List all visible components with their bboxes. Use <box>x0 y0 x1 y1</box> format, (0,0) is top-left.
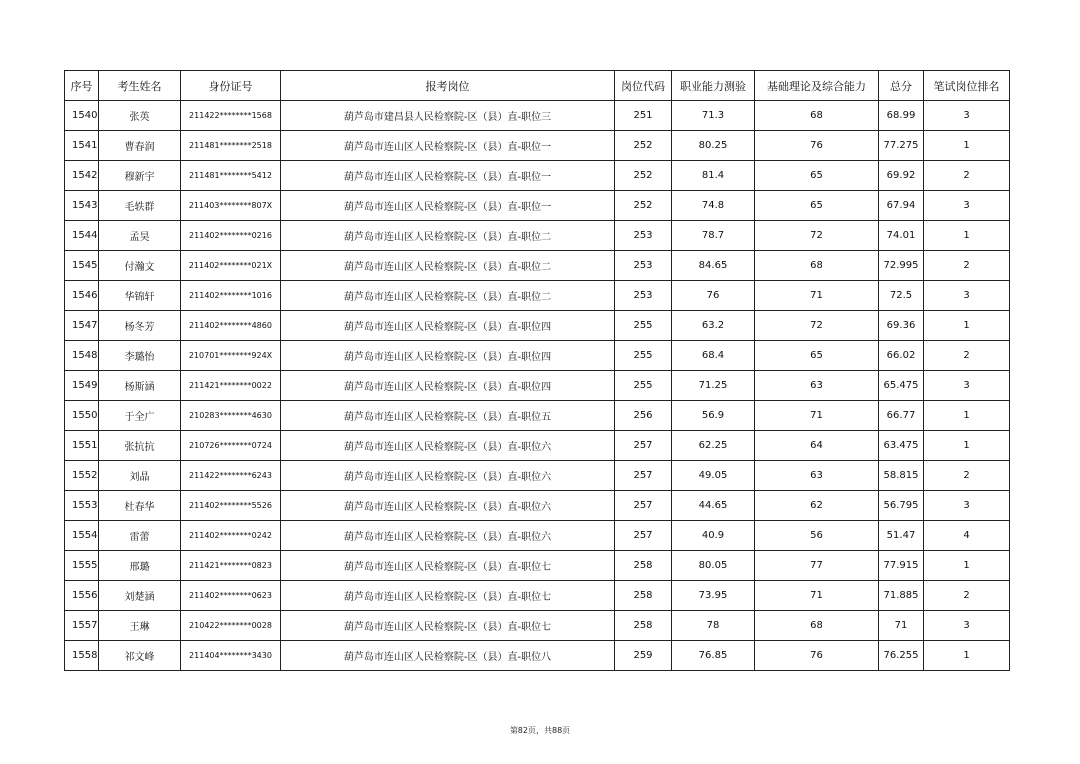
cell-rank: 4 <box>924 521 1010 551</box>
cell-code: 257 <box>615 491 672 521</box>
cell-rank: 2 <box>924 581 1010 611</box>
cell-seq: 1554 <box>65 521 99 551</box>
cell-code: 252 <box>615 131 672 161</box>
cell-theory: 76 <box>755 641 879 671</box>
cell-rank: 2 <box>924 251 1010 281</box>
table-row <box>65 251 1010 281</box>
cell-code: 259 <box>615 641 672 671</box>
header-seq: 序号 <box>65 71 99 101</box>
cell-seq: 1557 <box>65 611 99 641</box>
table-row <box>65 581 1010 611</box>
cell-seq: 1552 <box>65 461 99 491</box>
cell-theory: 68 <box>755 101 879 131</box>
cell-id: 211402********021X <box>181 251 281 281</box>
table-row <box>65 161 1010 191</box>
cell-ability: 76 <box>672 281 755 311</box>
cell-seq: 1556 <box>65 581 99 611</box>
cell-name: 孟昊 <box>99 221 181 251</box>
cell-ability: 63.2 <box>672 311 755 341</box>
cell-code: 251 <box>615 101 672 131</box>
cell-seq: 1546 <box>65 281 99 311</box>
cell-name: 李璐怡 <box>99 341 181 371</box>
cell-code: 252 <box>615 191 672 221</box>
header-rank: 笔试岗位排名 <box>924 71 1010 101</box>
cell-total: 69.92 <box>879 161 924 191</box>
cell-name: 张抗抗 <box>99 431 181 461</box>
cell-ability: 71.25 <box>672 371 755 401</box>
cell-seq: 1547 <box>65 311 99 341</box>
cell-theory: 65 <box>755 341 879 371</box>
cell-seq: 1542 <box>65 161 99 191</box>
cell-id: 211402********0216 <box>181 221 281 251</box>
cell-ability: 44.65 <box>672 491 755 521</box>
cell-ability: 80.25 <box>672 131 755 161</box>
cell-post: 葫芦岛市连山区人民检察院-区（县）直-职位二 <box>281 281 615 311</box>
cell-ability: 62.25 <box>672 431 755 461</box>
cell-seq: 1540 <box>65 101 99 131</box>
cell-theory: 63 <box>755 461 879 491</box>
cell-ability: 40.9 <box>672 521 755 551</box>
cell-code: 253 <box>615 221 672 251</box>
cell-rank: 3 <box>924 371 1010 401</box>
table-row <box>65 191 1010 221</box>
cell-id: 211402********5526 <box>181 491 281 521</box>
cell-id: 211421********0823 <box>181 551 281 581</box>
cell-total: 65.475 <box>879 371 924 401</box>
cell-seq: 1543 <box>65 191 99 221</box>
cell-rank: 1 <box>924 551 1010 581</box>
cell-total: 63.475 <box>879 431 924 461</box>
cell-seq: 1549 <box>65 371 99 401</box>
cell-name: 杜春华 <box>99 491 181 521</box>
header-name: 考生姓名 <box>99 71 181 101</box>
cell-rank: 3 <box>924 101 1010 131</box>
cell-code: 257 <box>615 431 672 461</box>
cell-name: 付瀚文 <box>99 251 181 281</box>
cell-code: 257 <box>615 461 672 491</box>
cell-theory: 76 <box>755 131 879 161</box>
cell-name: 刘晶 <box>99 461 181 491</box>
cell-theory: 56 <box>755 521 879 551</box>
cell-seq: 1541 <box>65 131 99 161</box>
cell-rank: 3 <box>924 491 1010 521</box>
cell-seq: 1555 <box>65 551 99 581</box>
header-code: 岗位代码 <box>615 71 672 101</box>
cell-name: 邢璐 <box>99 551 181 581</box>
cell-id: 211422********6243 <box>181 461 281 491</box>
header-id: 身份证号 <box>181 71 281 101</box>
cell-rank: 3 <box>924 611 1010 641</box>
cell-ability: 49.05 <box>672 461 755 491</box>
cell-post: 葫芦岛市连山区人民检察院-区（县）直-职位一 <box>281 161 615 191</box>
table-row <box>65 491 1010 521</box>
cell-id: 210283********4630 <box>181 401 281 431</box>
cell-total: 77.915 <box>879 551 924 581</box>
cell-id: 211403********807X <box>181 191 281 221</box>
table-row <box>65 611 1010 641</box>
cell-total: 77.275 <box>879 131 924 161</box>
cell-post: 葫芦岛市连山区人民检察院-区（县）直-职位四 <box>281 371 615 401</box>
cell-id: 211481********2518 <box>181 131 281 161</box>
cell-total: 74.01 <box>879 221 924 251</box>
cell-rank: 1 <box>924 401 1010 431</box>
table-row <box>65 101 1010 131</box>
cell-total: 72.995 <box>879 251 924 281</box>
cell-rank: 2 <box>924 341 1010 371</box>
table-row <box>65 431 1010 461</box>
cell-post: 葫芦岛市连山区人民检察院-区（县）直-职位四 <box>281 341 615 371</box>
cell-post: 葫芦岛市连山区人民检察院-区（县）直-职位六 <box>281 521 615 551</box>
cell-name: 杨斯涵 <box>99 371 181 401</box>
cell-theory: 64 <box>755 431 879 461</box>
table-row <box>65 401 1010 431</box>
cell-id: 211402********0623 <box>181 581 281 611</box>
header-theory: 基础理论及综合能力 <box>755 71 879 101</box>
cell-seq: 1544 <box>65 221 99 251</box>
cell-code: 255 <box>615 371 672 401</box>
cell-post: 葫芦岛市连山区人民检察院-区（县）直-职位七 <box>281 611 615 641</box>
table-row <box>65 311 1010 341</box>
cell-id: 211481********5412 <box>181 161 281 191</box>
cell-theory: 65 <box>755 161 879 191</box>
cell-post: 葫芦岛市连山区人民检察院-区（县）直-职位一 <box>281 191 615 221</box>
cell-total: 58.815 <box>879 461 924 491</box>
cell-total: 51.47 <box>879 521 924 551</box>
cell-post: 葫芦岛市建昌县人民检察院-区（县）直-职位三 <box>281 101 615 131</box>
cell-rank: 1 <box>924 311 1010 341</box>
table-body <box>65 101 1010 671</box>
cell-theory: 72 <box>755 221 879 251</box>
cell-ability: 78 <box>672 611 755 641</box>
cell-code: 258 <box>615 581 672 611</box>
cell-ability: 73.95 <box>672 581 755 611</box>
cell-theory: 71 <box>755 581 879 611</box>
cell-total: 76.255 <box>879 641 924 671</box>
table-row <box>65 461 1010 491</box>
table-row <box>65 551 1010 581</box>
cell-post: 葫芦岛市连山区人民检察院-区（县）直-职位二 <box>281 251 615 281</box>
header-post: 报考岗位 <box>281 71 615 101</box>
cell-total: 67.94 <box>879 191 924 221</box>
cell-total: 66.02 <box>879 341 924 371</box>
cell-id: 211422********1568 <box>181 101 281 131</box>
table-row <box>65 371 1010 401</box>
cell-ability: 78.7 <box>672 221 755 251</box>
cell-seq: 1551 <box>65 431 99 461</box>
cell-seq: 1558 <box>65 641 99 671</box>
cell-total: 71 <box>879 611 924 641</box>
cell-theory: 65 <box>755 191 879 221</box>
cell-name: 王琳 <box>99 611 181 641</box>
cell-code: 257 <box>615 521 672 551</box>
header-total: 总分 <box>879 71 924 101</box>
cell-id: 211402********1016 <box>181 281 281 311</box>
cell-ability: 71.3 <box>672 101 755 131</box>
cell-theory: 63 <box>755 371 879 401</box>
cell-post: 葫芦岛市连山区人民检察院-区（县）直-职位八 <box>281 641 615 671</box>
header-ability: 职业能力测验 <box>672 71 755 101</box>
cell-name: 华锦轩 <box>99 281 181 311</box>
cell-seq: 1553 <box>65 491 99 521</box>
cell-ability: 74.8 <box>672 191 755 221</box>
cell-seq: 1548 <box>65 341 99 371</box>
cell-rank: 1 <box>924 221 1010 251</box>
cell-post: 葫芦岛市连山区人民检察院-区（县）直-职位四 <box>281 311 615 341</box>
page-number: 第82页，共88页 <box>509 726 571 735</box>
cell-rank: 1 <box>924 641 1010 671</box>
cell-ability: 80.05 <box>672 551 755 581</box>
cell-name: 雷蕾 <box>99 521 181 551</box>
cell-ability: 56.9 <box>672 401 755 431</box>
cell-post: 葫芦岛市连山区人民检察院-区（县）直-职位六 <box>281 491 615 521</box>
cell-post: 葫芦岛市连山区人民检察院-区（县）直-职位二 <box>281 221 615 251</box>
cell-post: 葫芦岛市连山区人民检察院-区（县）直-职位六 <box>281 431 615 461</box>
cell-name: 穆新宇 <box>99 161 181 191</box>
cell-ability: 76.85 <box>672 641 755 671</box>
cell-ability: 68.4 <box>672 341 755 371</box>
cell-rank: 3 <box>924 281 1010 311</box>
cell-post: 葫芦岛市连山区人民检察院-区（县）直-职位一 <box>281 131 615 161</box>
cell-code: 256 <box>615 401 672 431</box>
cell-id: 211404********3430 <box>181 641 281 671</box>
table-row <box>65 221 1010 251</box>
cell-theory: 77 <box>755 551 879 581</box>
cell-code: 253 <box>615 251 672 281</box>
cell-rank: 2 <box>924 161 1010 191</box>
cell-post: 葫芦岛市连山区人民检察院-区（县）直-职位六 <box>281 461 615 491</box>
cell-post: 葫芦岛市连山区人民检察院-区（县）直-职位五 <box>281 401 615 431</box>
cell-code: 258 <box>615 551 672 581</box>
cell-ability: 81.4 <box>672 161 755 191</box>
cell-total: 71.885 <box>879 581 924 611</box>
cell-theory: 68 <box>755 251 879 281</box>
cell-total: 72.5 <box>879 281 924 311</box>
cell-id: 211421********0022 <box>181 371 281 401</box>
cell-id: 210422********0028 <box>181 611 281 641</box>
cell-id: 211402********0242 <box>181 521 281 551</box>
cell-id: 210701********924X <box>181 341 281 371</box>
cell-total: 69.36 <box>879 311 924 341</box>
cell-code: 255 <box>615 341 672 371</box>
cell-total: 56.795 <box>879 491 924 521</box>
table-row <box>65 131 1010 161</box>
cell-name: 于全广 <box>99 401 181 431</box>
cell-total: 68.99 <box>879 101 924 131</box>
cell-theory: 68 <box>755 611 879 641</box>
cell-name: 杨冬芳 <box>99 311 181 341</box>
score-table <box>64 70 1010 671</box>
header-row <box>65 71 1010 101</box>
table-row <box>65 521 1010 551</box>
cell-seq: 1550 <box>65 401 99 431</box>
cell-rank: 1 <box>924 431 1010 461</box>
table-row <box>65 641 1010 671</box>
cell-ability: 84.65 <box>672 251 755 281</box>
cell-theory: 71 <box>755 401 879 431</box>
cell-rank: 1 <box>924 131 1010 161</box>
cell-name: 曹春润 <box>99 131 181 161</box>
table-row <box>65 281 1010 311</box>
cell-theory: 71 <box>755 281 879 311</box>
cell-theory: 72 <box>755 311 879 341</box>
cell-seq: 1545 <box>65 251 99 281</box>
cell-code: 253 <box>615 281 672 311</box>
cell-rank: 2 <box>924 461 1010 491</box>
cell-name: 毛轶群 <box>99 191 181 221</box>
cell-id: 211402********4860 <box>181 311 281 341</box>
table-row <box>65 341 1010 371</box>
cell-code: 258 <box>615 611 672 641</box>
cell-theory: 62 <box>755 491 879 521</box>
cell-name: 刘楚涵 <box>99 581 181 611</box>
cell-rank: 3 <box>924 191 1010 221</box>
cell-name: 祁文峰 <box>99 641 181 671</box>
cell-code: 252 <box>615 161 672 191</box>
cell-post: 葫芦岛市连山区人民检察院-区（县）直-职位七 <box>281 581 615 611</box>
cell-post: 葫芦岛市连山区人民检察院-区（县）直-职位七 <box>281 551 615 581</box>
cell-total: 66.77 <box>879 401 924 431</box>
cell-id: 210726********0724 <box>181 431 281 461</box>
cell-code: 255 <box>615 311 672 341</box>
cell-name: 张英 <box>99 101 181 131</box>
